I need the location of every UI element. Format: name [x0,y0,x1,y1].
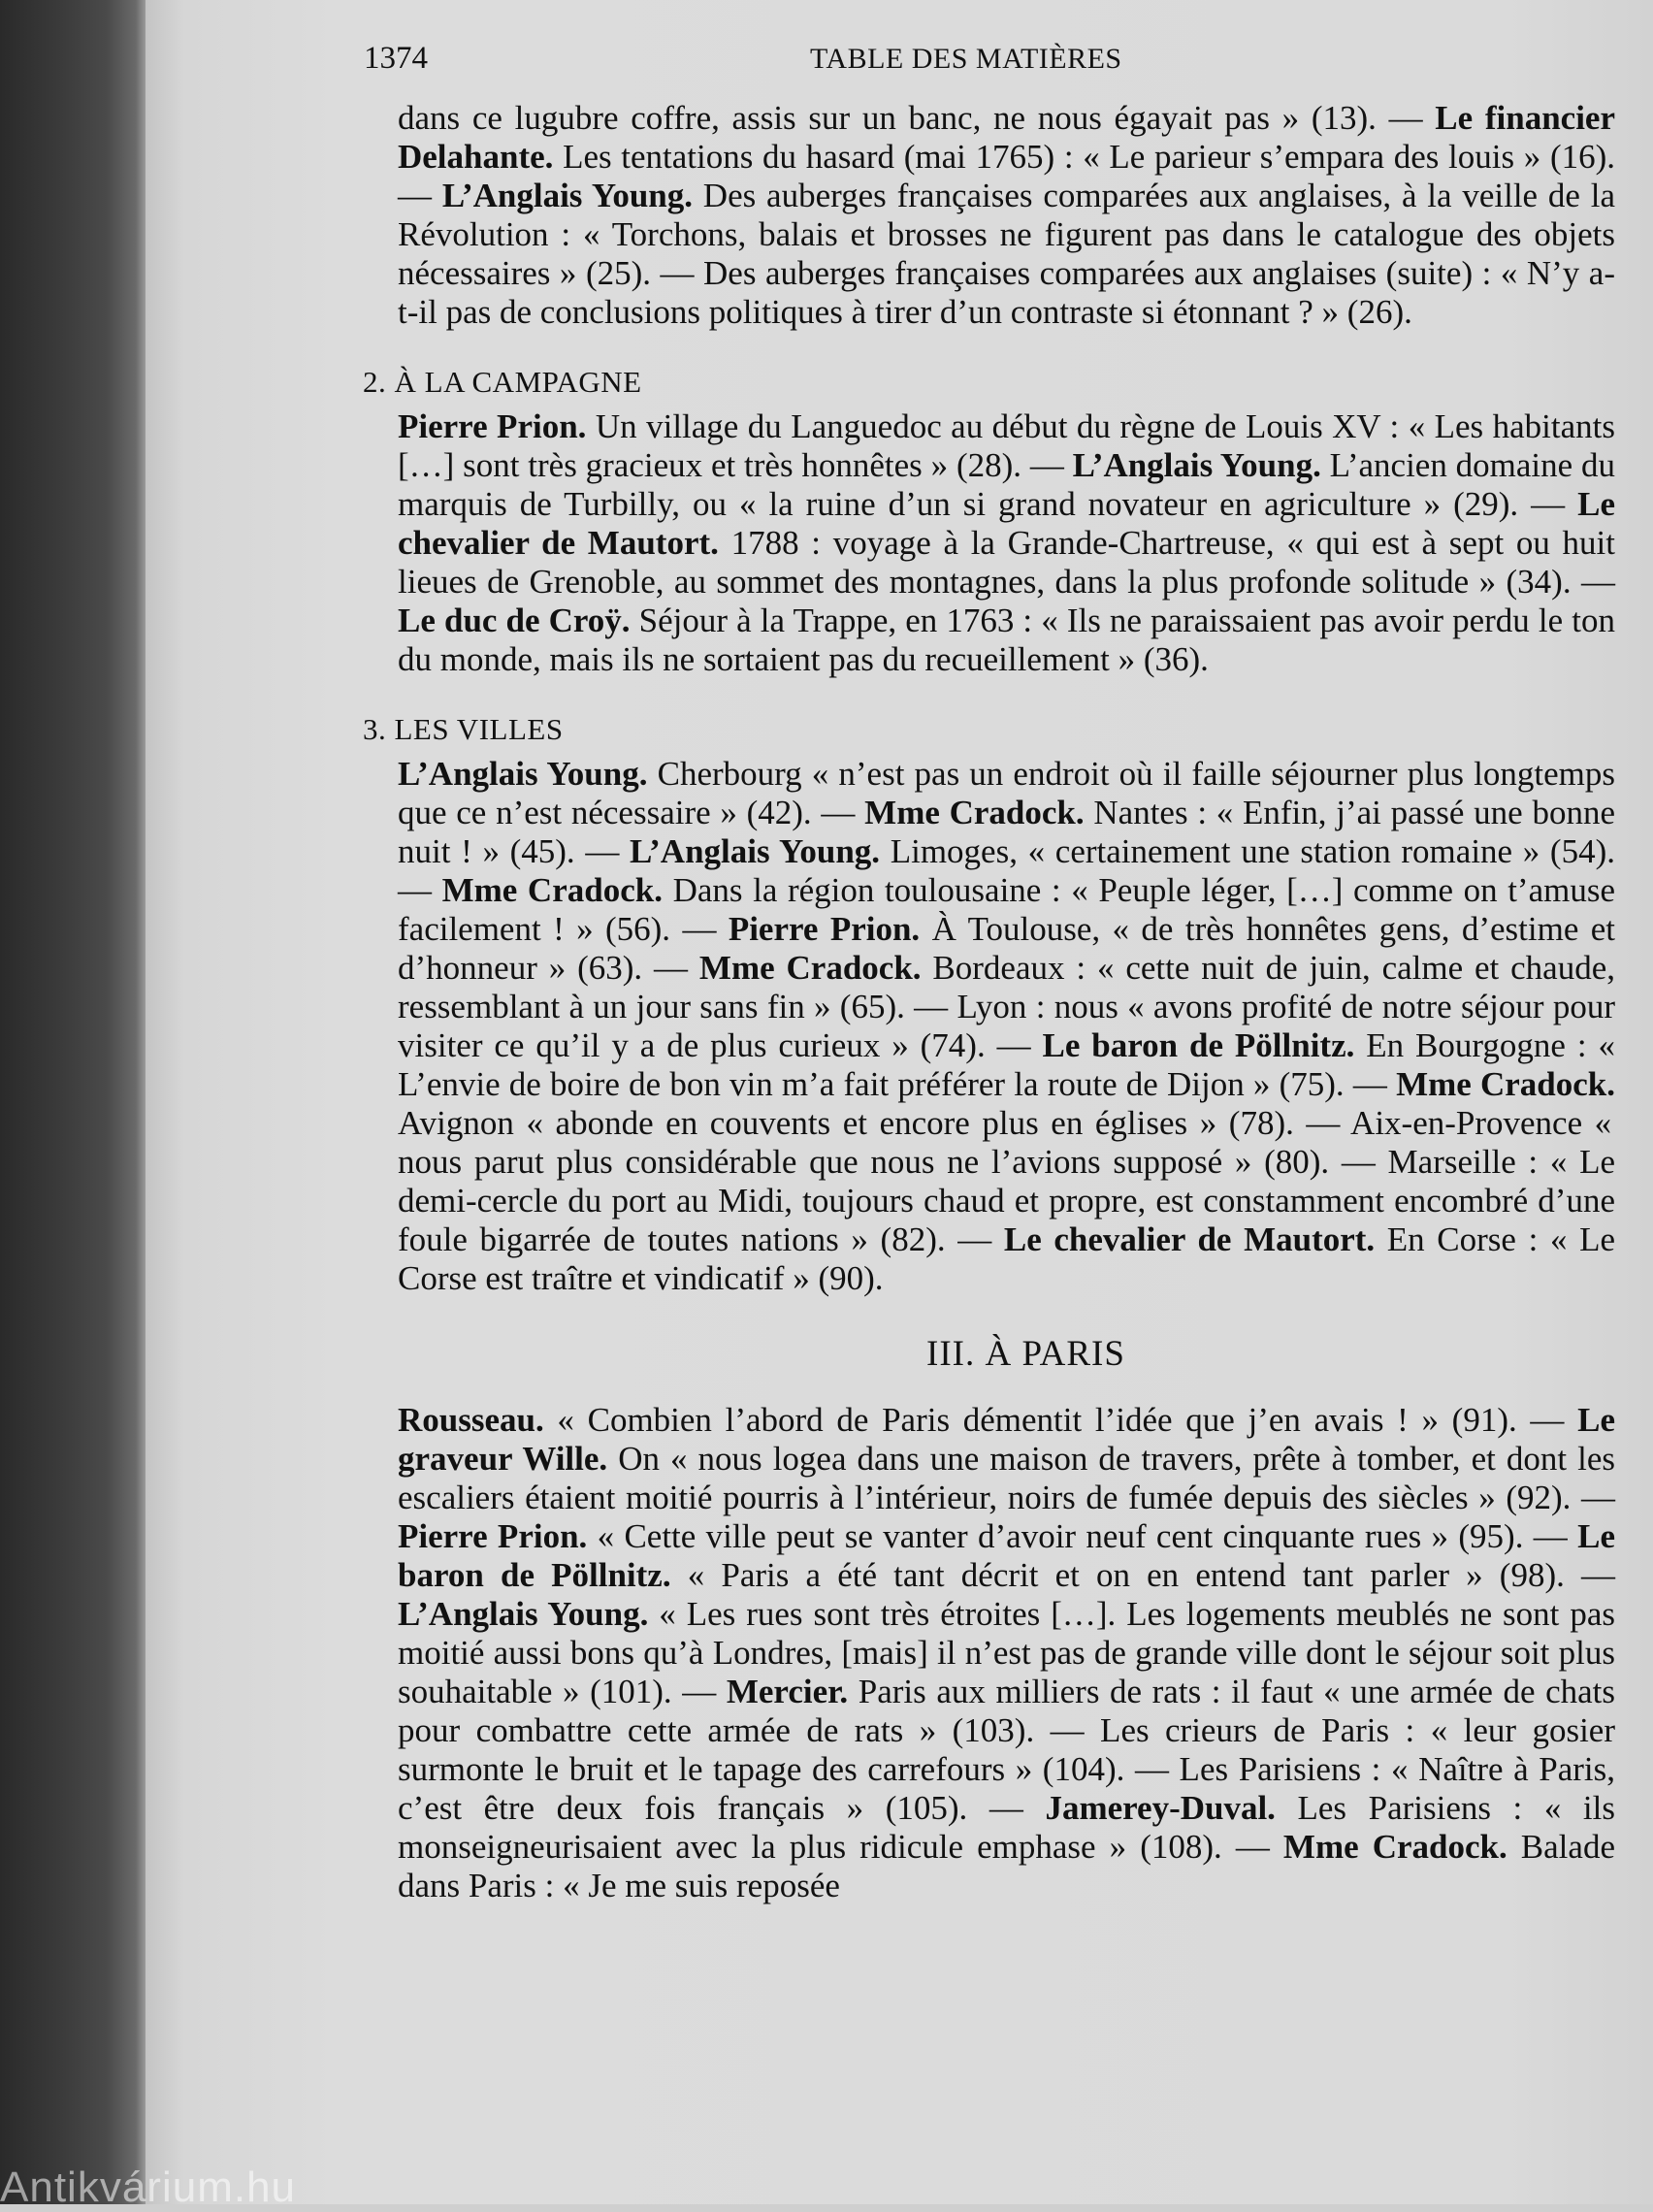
author-name: Pierre Prion. [728,910,921,948]
author-name: Mme Cradock. [441,871,663,909]
entry-text: Les Parisiens : « ils monseigneurisaient avec la plus ridicule emphase » (108). — [398,1789,1615,1866]
author-name: Mme Cradock. [1396,1065,1615,1103]
section-villes [363,710,1616,1298]
entry-text: Paris aux milliers de rats : il faut « une armée de chats pour combattre cette armée de rats » (103). — Les crieurs de Paris : « leur gosier surmonte le bruit et le tapage des carrefours » (104). — Les Parisiens : « Naître à Paris, c’est être deux fois français » (105). — [398,1673,1615,1827]
entry-text: En Corse : « Le Corse est traître et vindicatif » (90). [398,1220,1615,1297]
author-name: L’Anglais Young. [630,832,881,870]
header-title: TABLE DES MATIÈRES [810,43,1122,75]
entry-text: Des auberges françaises comparées aux anglaises, à la veille de la Révolution : « Torchons, balais et brosses ne figurent pas dans le catalogue des objets nécessaires » (25). — Des auberges françaises comparées aux anglaises (suite) : « N’y a-t-il pas de conclusions politiques à tirer d’un contraste si étonnant ? » (26). [398,177,1615,331]
entry-text: Cherbourg « n’est pas un endroit où il faille séjourner plus longtemps que ce n’est nécessaire » (42). — [398,755,1615,831]
entry-text: dans ce lugubre coffre, assis sur un banc, ne nous égayait pas » (13). — [398,99,1436,137]
entry-text: « Combien l’abord de Paris démentit l’idée que j’en avais ! » (91). — [543,1401,1578,1439]
author-name: L’Anglais Young. [1072,446,1321,484]
entry-text: Les tentations du hasard (mai 1765) : « Le parieur s’empara des louis » (16). — [398,138,1615,214]
author-name: L’Anglais Young. [441,177,693,214]
watermark-text: Antikvárium.hu [0,2163,297,2211]
author-name: L’Anglais Young. [398,1595,649,1633]
entry-text: Bordeaux : « cette nuit de juin, calme et chaude, ressemblant à un jour sans fin » (65). — Lyon : nous « avons profité de notre séjour pour visiter ce qu’il y a de plus curieux » (74). — [398,949,1615,1064]
intro-paragraph [398,99,1615,332]
entry-text: Nantes : « Enfin, j’ai passé une bonne nuit ! » (45). — [398,794,1615,870]
entry-text: En Bourgogne : « L’envie de boire de bon vin m’a fait préférer la route de Dijon » (75). — [398,1026,1615,1103]
author-name: Mme Cradock. [698,949,922,987]
author-name: Pierre Prion. [398,407,587,445]
running-head [364,41,1625,83]
section-heading-villes: 3. LES VILLES [363,712,564,746]
entry-text: « Les rues sont très étroites […]. Les logements meublés ne sont pas moitié aussi bons qu’à Londres, [mais] il n’est pas de grande ville dont le séjour soit plus souhaitable » (101). — [398,1595,1615,1710]
author-name: Le graveur Wille. [398,1401,1615,1478]
paris-paragraph [398,1401,1615,1905]
author-name: Le chevalier de Mautort. [398,485,1615,562]
part-heading-paris: III. À PARIS [926,1334,1125,1374]
author-name: Le baron de Pöllnitz. [1042,1026,1355,1064]
author-name: Le duc de Croÿ. [398,602,631,639]
entry-text: Un village du Languedoc au début du règne de Louis XV : « Les habitants […] sont très gracieux et très honnêtes » (28). — [398,407,1615,484]
author-name: Le chevalier de Mautort. [1003,1220,1376,1258]
author-name: Jamerey-Duval. [1045,1789,1276,1827]
page-number: 1374 [364,41,428,76]
entry-text: « Paris a été tant décrit et on en entend tant parler » (98). — [670,1556,1616,1594]
entry-text: À Toulouse, « de très honnêtes gens, d’estime et d’honneur » (63). — [398,910,1616,987]
entry-text: Balade dans Paris : « Je me suis reposée [398,1828,1615,1904]
author-name: L’Anglais Young. [398,755,648,793]
book-spine-shadow [0,0,146,2204]
author-name: Le financier Delahante. [398,99,1615,176]
entry-text: On « nous logea dans une maison de travers, prête à tomber, et dont les escaliers étaient moitié pourris à l’intérieur, noirs de fumée depuis des siècles » (92). — [398,1440,1615,1516]
villes-paragraph [398,755,1615,1298]
author-name: Mme Cradock. [1282,1828,1507,1866]
entry-text: 1788 : voyage à la Grande-Chartreuse, « qui est à sept ou huit lieues de Grenoble, au sommet des montagnes, dans la plus profonde solitude » (34). — [398,524,1616,601]
author-name: Rousseau. [398,1401,544,1439]
author-name: Le baron de Pöllnitz. [398,1517,1615,1594]
author-name: Mercier. [726,1673,849,1710]
section-heading-campagne: 2. À LA CAMPAGNE [363,365,642,399]
author-name: Mme Cradock. [864,794,1085,831]
entry-text: « Cette ville peut se vanter d’avoir neuf cent cinquante rues » (95). — [587,1517,1578,1555]
author-name: Pierre Prion. [398,1517,588,1555]
entry-text: Dans la région toulousaine : « Peuple léger, […] comme on t’amuse facilement ! » (56). — [398,871,1616,948]
entry-text: Limoges, « certainement une station romaine » (54). — [398,832,1615,909]
entry-text: Séjour à la Trappe, en 1763 : « Ils ne paraissaient pas avoir perdu le ton du monde, mais ils ne sortaient pas du recueillement » (36). [398,602,1615,678]
entry-text: Avignon « abonde en couvents et encore plus en églises » (78). — Aix-en-Provence « nous parut plus considérable que nous ne l’avions supposé » (80). — Marseille : « Le demi-cercle du port au Midi, toujours chaud et propre, est constamment encombré d’une foule bigarrée de toutes nations » (82). — [398,1104,1615,1258]
entry-text: L’ancien domaine du marquis de Turbilly, ou « la ruine d’un si grand novateur en agriculture » (29). — [398,446,1615,523]
table-of-contents-body [363,99,1616,1905]
section-campagne [363,363,1616,679]
campagne-paragraph [398,407,1615,679]
